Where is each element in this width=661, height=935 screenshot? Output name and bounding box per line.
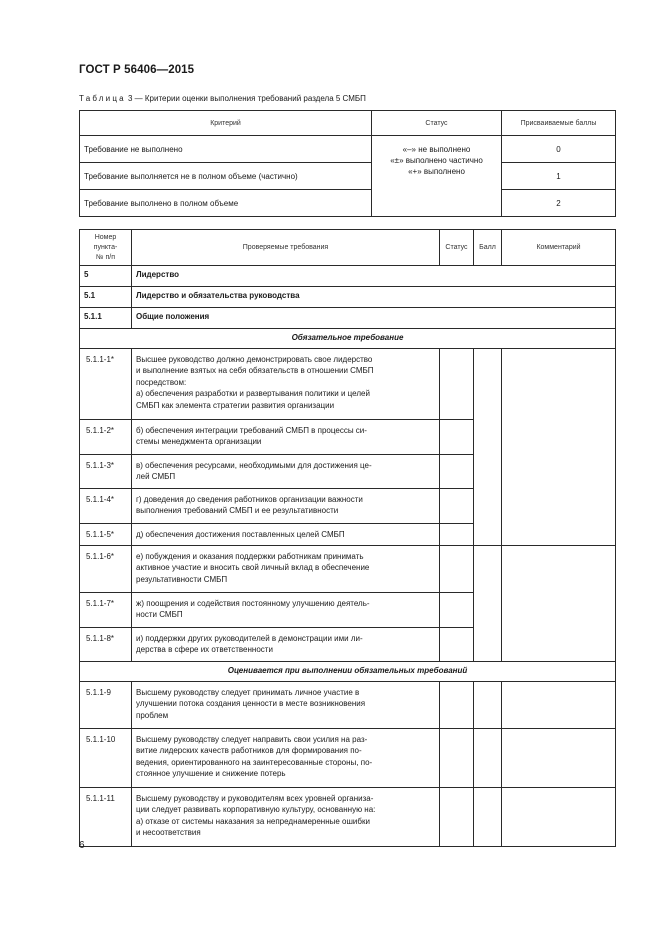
- number-header: [80, 230, 132, 266]
- requirement-line: Высшее руководство должно демонстрировать свое лидерство: [136, 355, 373, 364]
- comment-header: Комментарий: [502, 230, 616, 266]
- requirement-line: б) обеспечения интеграции требований СМБП в процессы си-: [136, 426, 367, 435]
- table-caption: [79, 94, 366, 103]
- requirement-line: дерства в сфере их ответственности: [136, 645, 273, 655]
- score-cell: 0: [502, 136, 616, 163]
- requirement-text: [132, 682, 440, 729]
- requirement-line: ведения, ориентированного на заинтересованные стороны, по-: [136, 757, 373, 767]
- evaluated-requirement-banner: Оценивается при выполнении обязательных требований: [80, 662, 616, 682]
- status-cell[interactable]: [440, 788, 474, 847]
- requirement-line: и несоответствия: [136, 828, 201, 838]
- requirement-line: выполнения требований СМБП и ее результативности: [136, 506, 339, 516]
- requirement-text: [132, 489, 440, 524]
- item-number: 5.1.1-5*: [80, 524, 132, 546]
- requirements-table: [79, 229, 616, 847]
- comment-cell[interactable]: [502, 546, 616, 662]
- page-number: 6: [79, 840, 85, 851]
- item-number: 5.1.1-11: [80, 788, 132, 847]
- criterion-cell: Требование выполнено в полном объеме: [80, 190, 372, 217]
- number-header-line: пункта-: [93, 243, 118, 251]
- number-header-line: № п/п: [96, 253, 115, 261]
- status-cell[interactable]: [440, 682, 474, 729]
- requirement-text: [132, 455, 440, 489]
- status-cell[interactable]: [440, 593, 474, 628]
- score-cell[interactable]: [474, 682, 502, 729]
- item-number: 5.1.1-9: [80, 682, 132, 729]
- requirement-line: Высшему руководству следует принимать личное участие в: [136, 688, 360, 697]
- requirement-line: стемы менеджмента организации: [136, 437, 262, 447]
- requirement-line: активное участие и вносить свой личный вклад в обеспечение: [136, 563, 370, 573]
- comment-cell[interactable]: [502, 729, 616, 788]
- item-number: 5.1.1-10: [80, 729, 132, 788]
- requirement-line: д) обеспечения достижения поставленных целей СМБП: [136, 530, 345, 539]
- requirement-line: и) поддержки других руководителей в демонстрации ими ли-: [136, 634, 363, 643]
- section-number: 5.1.1: [80, 308, 132, 329]
- criteria-table: [79, 110, 616, 217]
- section-title: Лидерство: [132, 266, 616, 287]
- requirement-text: [132, 593, 440, 628]
- requirement-line: а) обеспечения разработки и развертывания политики и целей: [136, 389, 370, 399]
- requirement-line: посредством:: [136, 377, 187, 387]
- score-cell[interactable]: [474, 729, 502, 788]
- requirement-line: г) доведения до сведения работников организации важности: [136, 495, 363, 504]
- score-cell[interactable]: [474, 788, 502, 847]
- requirement-line: ж) поощрения и содействия постоянному улучшению деятель-: [136, 599, 370, 608]
- caption-text: 3 — Критерии оценки выполнения требований раздела 5 СМБП: [125, 94, 366, 103]
- requirement-text: [132, 349, 440, 420]
- requirement-line: Высшему руководству и руководителям всех уровней организа-: [136, 794, 374, 803]
- requirement-line: проблем: [136, 710, 169, 720]
- status-cell[interactable]: [440, 420, 474, 455]
- score-header: Балл: [474, 230, 502, 266]
- requirement-text: [132, 788, 440, 847]
- criterion-cell: Требование не выполнено: [80, 136, 372, 163]
- requirement-line: и выполнение взятых на себя обязательств в отношении СМБП: [136, 366, 374, 376]
- item-number: 5.1.1-4*: [80, 489, 132, 524]
- requirement-line: улучшении потока создания ценности в месте возникновения: [136, 699, 366, 709]
- requirement-text: [132, 524, 440, 546]
- criterion-cell: Требование выполняется не в полном объеме (частично): [80, 163, 372, 190]
- item-number: 5.1.1-1*: [80, 349, 132, 420]
- section-title: Лидерство и обязательства руководства: [132, 287, 616, 308]
- requirement-text: [132, 420, 440, 455]
- status-cell[interactable]: [440, 455, 474, 489]
- requirement-text: [132, 628, 440, 662]
- item-number: 5.1.1-2*: [80, 420, 132, 455]
- requirement-line: стоянное улучшение и снижение потерь: [136, 769, 286, 779]
- status-legend-line: «±» выполнено частично: [390, 156, 483, 165]
- item-number: 5.1.1-7*: [80, 593, 132, 628]
- requirement-line: витие лидерских качеств работников для формирования по-: [136, 746, 362, 756]
- requirement-line: в) обеспечения ресурсами, необходимыми для достижения це-: [136, 461, 372, 470]
- status-cell[interactable]: [440, 524, 474, 546]
- requirement-line: а) отказе от системы наказания за непреднамеренные ошибки: [136, 816, 370, 826]
- requirement-line: ности СМБП: [136, 610, 183, 620]
- comment-cell[interactable]: [502, 682, 616, 729]
- status-legend-line: «–» не выполнено: [402, 145, 471, 154]
- requirement-line: Высшему руководству следует направить свои усилия на раз-: [136, 735, 368, 744]
- requirements-header: Проверяемые требования: [132, 230, 440, 266]
- mandatory-requirement-banner: Обязательное требование: [80, 329, 616, 349]
- requirement-text: [132, 546, 440, 593]
- status-legend: [372, 136, 502, 217]
- requirement-line: ции следует развивать корпоративную культуру, основанную на:: [136, 805, 376, 815]
- section-number: 5: [80, 266, 132, 287]
- section-number: 5.1: [80, 287, 132, 308]
- caption-prefix: Таблица: [79, 94, 126, 103]
- requirement-line: СМБП как элемента стратегии развития организации: [136, 400, 335, 410]
- score-cell: 2: [502, 190, 616, 217]
- score-cell[interactable]: [474, 546, 502, 662]
- requirement-line: результативности СМБП: [136, 574, 228, 584]
- status-cell[interactable]: [440, 349, 474, 420]
- document-title: ГОСТ Р 56406—2015: [79, 64, 195, 76]
- comment-cell[interactable]: [502, 349, 616, 546]
- criterion-header: Критерий: [80, 111, 372, 136]
- status-cell[interactable]: [440, 489, 474, 524]
- item-number: 5.1.1-3*: [80, 455, 132, 489]
- status-header: Статус: [372, 111, 502, 136]
- section-title: Общие положения: [132, 308, 616, 329]
- score-cell: 1: [502, 163, 616, 190]
- requirement-line: е) побуждения и оказания поддержки работникам принимать: [136, 552, 364, 561]
- status-cell[interactable]: [440, 628, 474, 662]
- item-number: 5.1.1-6*: [80, 546, 132, 593]
- comment-cell[interactable]: [502, 788, 616, 847]
- status-legend-line: «+» выполнено: [408, 167, 465, 176]
- item-number: 5.1.1-8*: [80, 628, 132, 662]
- requirement-text: [132, 729, 440, 788]
- number-header-line: Номер: [94, 233, 117, 241]
- score-cell[interactable]: [474, 349, 502, 546]
- status-cell[interactable]: [440, 729, 474, 788]
- status-header: Статус: [440, 230, 474, 266]
- requirement-line: лей СМБП: [136, 472, 176, 482]
- score-header: Присваиваемые баллы: [502, 111, 616, 136]
- status-cell[interactable]: [440, 546, 474, 593]
